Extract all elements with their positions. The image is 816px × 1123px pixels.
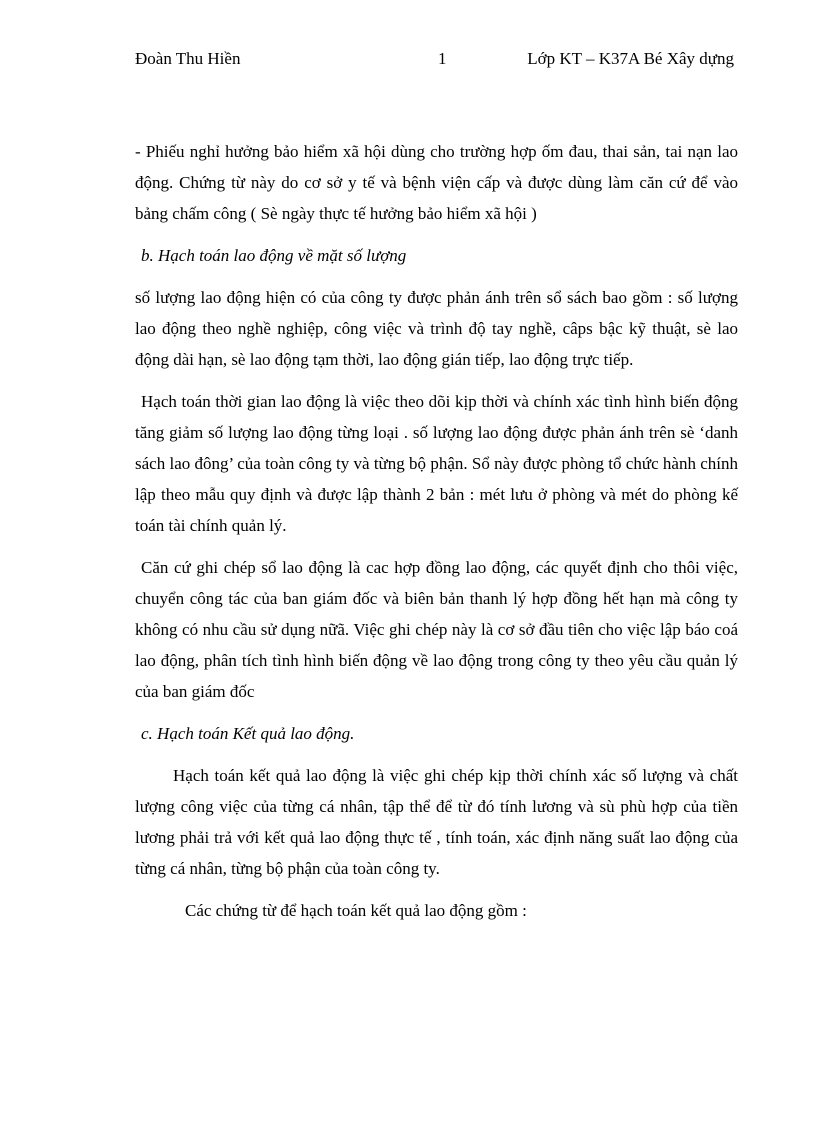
paragraph-labor-quantity: số lượng lao động hiện có của công ty được phản ánh trên sổ sách bao gồm : số lượng lao động theo nghề nghiệp, công việc và trình độ tay nghề, câps bậc kỹ thuật, sè lao động dài hạn, sè lao động tạm thời, lao động gián tiếp, lao động trực tiếp. <box>135 288 738 369</box>
page-number: 1 <box>438 49 447 68</box>
paragraph-social-insurance-slip: - Phiếu nghỉ hưởng bảo hiểm xã hội dùng cho trường hợp ốm đau, thai sản, tai nạn lao động. Chứng từ này do cơ sở y tế và bệnh viện cấp và được dùng làm căn cứ để vào bảng chấm công ( Sè ngày thực tế hưởng bảo hiểm xã hội ) <box>135 142 738 223</box>
paragraph-labor-time: Hạch toán thời gian lao động là việc theo dõi kịp thời và chính xác tình hình biến động tăng giảm số lượng lao động từng loại . số lượng lao động được phản ánh trên sè ‘danh sách lao đông’ của toàn công ty và từng bộ phận. Sổ này được phòng tổ chức hành chính lập theo mẫu quy định và được lập thành 2 bản : mét lưu ở phòng và mét do phòng kế toán tài chính quản lý. <box>135 392 738 535</box>
paragraph-documents-intro: Các chứng từ để hạch toán kết quả lao động gồm : <box>185 901 527 920</box>
section-heading-c: c. Hạch toán Kết quả lao động. <box>141 724 355 743</box>
section-heading-b: b. Hạch toán lao động về mặt số lượng <box>141 246 407 265</box>
page-header <box>0 49 816 73</box>
paragraph-labor-records: Căn cứ ghi chép sổ lao động là cac hợp đồng lao động, các quyết định cho thôi việc, chuyển công tác của ban giám đốc và biên bản thanh lý hợp đồng hết hạn mà công ty không có nhu cầu sử dụng nữã. Việc ghi chép này là cơ sở đầu tiên cho việc lập báo coá lao động, phân tích tình hình biến động về lao động trong công ty theo yêu cầu quản lý của ban giám đốc <box>135 558 738 701</box>
paragraph-labor-results: Hạch toán kết quả lao động là việc ghi chép kịp thời chính xác số lượng và chất lượng công việc của từng cá nhân, tập thể để từ đó tính lương và sù phù hợp của tiền lương phải trả với kết quả lao động thực tế , tính toán, xác định năng suất lao động của từng cá nhân, từng bộ phận của toàn công ty. <box>135 766 738 878</box>
author-name: Đoàn Thu Hiền <box>135 49 241 68</box>
class-info: Lớp KT – K37A Bé Xây dựng <box>527 49 734 68</box>
document-body <box>135 136 738 926</box>
